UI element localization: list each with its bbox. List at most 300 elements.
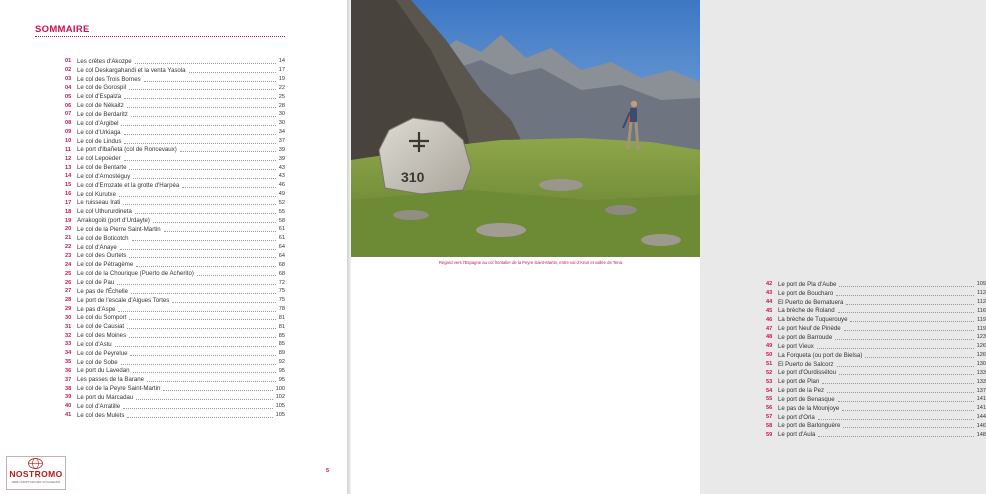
toc-entry-title: Le col du Somport [77, 314, 127, 322]
toc-entry-number: 25 [65, 270, 72, 277]
toc-entry-title: Le port du Marcadau [77, 393, 134, 401]
toc-entry-title: La brèche de Roland [778, 307, 835, 315]
toc-entry-title: Le col de la Peyre Saint-Martin [77, 385, 161, 393]
toc-entry-page: 37 [278, 138, 285, 145]
toc-entry [766, 430, 986, 439]
toc-dot-leader [818, 419, 974, 420]
toc-entry-number: 01 [65, 58, 72, 65]
toc-dot-leader [132, 240, 276, 241]
toc-entry-page: 95 [278, 376, 285, 383]
toc-entry-title: Le col de Sobe [77, 358, 118, 366]
toc-entry [65, 393, 285, 402]
toc-entry [65, 375, 285, 384]
toc-entry-title: Le port de la Pez [778, 387, 825, 395]
toc-entry-number: 48 [766, 334, 773, 341]
toc-dot-leader [189, 72, 276, 73]
toc-entry-title: Le col d'Argibel [77, 119, 119, 127]
toc-entry-page: 64 [278, 244, 285, 251]
toc-dot-leader [844, 330, 974, 331]
toc-dot-leader [127, 417, 272, 418]
toc-dot-leader [119, 196, 276, 197]
toc-entry-page: 95 [278, 367, 285, 374]
toc-entry [766, 280, 986, 289]
toc-entry-number: 17 [65, 199, 72, 206]
toc-entry-page: 25 [278, 93, 285, 100]
toc-entry-number: 56 [766, 405, 773, 412]
toc-entry-page: 144 [976, 414, 986, 421]
toc-entry-title: Le pas d'Aspe [77, 305, 116, 313]
toc-entry-page: 78 [278, 306, 285, 313]
toc-entry-page: 19 [278, 76, 285, 83]
toc-entry-number: 59 [766, 431, 773, 438]
toc-entry-page: 28 [278, 102, 285, 109]
toc-entry-title: Le port du Lavedan [77, 367, 130, 375]
toc-dot-leader [120, 249, 276, 250]
toc-entry [65, 287, 285, 296]
toc-entry [65, 137, 285, 146]
toc-entry-number: 16 [65, 191, 72, 198]
toc-entry-title: Le col Uthururdineta [77, 208, 132, 216]
toc-entry [65, 278, 285, 287]
toc-dot-leader [129, 337, 276, 338]
toc-entry-page: 102 [275, 394, 285, 401]
toc-entry-page: 43 [278, 173, 285, 180]
stone-marking: 310 [401, 169, 425, 185]
toc-dot-leader [822, 383, 973, 384]
toc-entry-title: Le col d'Errozate et la grotte d'Harpéa [77, 181, 180, 189]
toc-entry-title: La brèche de Tuquerouye [778, 316, 848, 324]
toc-entry-page: 123 [976, 334, 986, 341]
toc-entry-page: 55 [278, 208, 285, 215]
toc-entry-page: 49 [278, 191, 285, 198]
toc-entry-number: 39 [65, 394, 72, 401]
toc-entry-number: 52 [766, 369, 773, 376]
toc-dot-leader [846, 304, 974, 305]
toc-entry [65, 101, 285, 110]
toc-entry-page: 75 [278, 297, 285, 304]
toc-entry-page: 46 [278, 182, 285, 189]
toc-entry-number: 09 [65, 129, 72, 136]
toc-entry [766, 395, 986, 404]
toc-entry [65, 234, 285, 243]
toc-entry-number: 21 [65, 235, 72, 242]
toc-entry-page: 61 [278, 235, 285, 242]
watermark-tagline: WEB-COMPTOIR DES VOYAGEURS [11, 480, 61, 484]
toc-entry-number: 57 [766, 414, 773, 421]
mountain-pass-photo [351, 0, 700, 257]
toc-entry-number: 08 [65, 120, 72, 127]
toc-entry-number: 49 [766, 343, 773, 350]
toc-entry-title: Le col de Causiat [77, 323, 125, 331]
toc-entry [65, 269, 285, 278]
toc-entry-title: Le col de Lindus [77, 137, 122, 145]
toc-entry [766, 324, 986, 333]
toc-entry [766, 351, 986, 360]
toc-entry [65, 181, 285, 190]
toc-entry-title: Le col d'Espalza [77, 93, 122, 101]
toc-entry-page: 52 [278, 199, 285, 206]
toc-entry-number: 13 [65, 164, 72, 171]
toc-dot-leader [835, 339, 973, 340]
toc-entry-title: Le col de Boticotch [77, 234, 129, 242]
toc-entry [766, 404, 986, 413]
toc-entry-title: Le pas de la Mounjoye [778, 404, 840, 412]
toc-dot-leader [182, 187, 276, 188]
toc-entry-title: Le col des Ourtets [77, 252, 127, 260]
toc-entry-number: 54 [766, 387, 773, 394]
toc-entry-page: 146 [976, 422, 986, 429]
toc-list-right [766, 280, 986, 439]
toc-entry-page: 39 [278, 155, 285, 162]
toc-entry-page: 81 [278, 323, 285, 330]
toc-entry [65, 296, 285, 305]
toc-entry-page: 126 [976, 343, 986, 350]
toc-entry-number: 53 [766, 378, 773, 385]
toc-entry-number: 32 [65, 332, 72, 339]
toc-entry [766, 342, 986, 351]
toc-entry-page: 81 [278, 314, 285, 321]
toc-entry-title: Le col des Trois Bornes [77, 75, 141, 83]
toc-entry [65, 207, 285, 216]
toc-list-left [65, 57, 285, 420]
toc-entry-number: 06 [65, 102, 72, 109]
toc-dot-leader [838, 401, 974, 402]
toc-entry [766, 307, 986, 316]
nostromo-watermark-logo [6, 456, 66, 490]
toc-entry [65, 305, 285, 314]
toc-entry-number: 36 [65, 367, 72, 374]
toc-dot-leader [827, 392, 974, 393]
toc-entry-page: 119 [977, 316, 986, 323]
toc-entry-title: Arrakogoiti (port d'Urdayte) [77, 217, 150, 225]
toc-entry [65, 172, 285, 181]
toc-entry [65, 84, 285, 93]
toc-dot-leader [837, 366, 974, 367]
toc-entry-title: Le col de Gorospil [77, 84, 127, 92]
toc-entry-number: 33 [65, 341, 72, 348]
toc-dot-leader [839, 374, 974, 375]
toc-entry-number: 28 [65, 297, 72, 304]
toc-dot-leader [124, 98, 276, 99]
toc-entry-number: 29 [65, 306, 72, 313]
heading-divider [35, 36, 285, 37]
toc-entry-title: Le col de Pau [77, 279, 115, 287]
toc-entry-title: Le col de la Chourique (Puerto de Acherito) [77, 270, 194, 278]
toc-entry-number: 44 [766, 299, 773, 306]
toc-entry-page: 75 [278, 288, 285, 295]
toc-dot-leader [144, 81, 276, 82]
toc-entry [65, 75, 285, 84]
toc-entry-number: 31 [65, 323, 72, 330]
toc-entry-title: Le col de Nékaitz [77, 102, 124, 110]
toc-entry-title: El Puerto de Bernatuera [778, 298, 844, 306]
toc-entry-number: 24 [65, 261, 72, 268]
toc-dot-leader [839, 286, 973, 287]
toc-entry-title: Le col d'Arnostéguy [77, 172, 131, 180]
toc-entry-page: 85 [278, 332, 285, 339]
toc-entry-title: El Puerto de Salcorz [778, 360, 834, 368]
toc-entry-page: 100 [275, 385, 285, 392]
globe-icon [28, 458, 43, 469]
toc-entry-page: 105 [275, 403, 285, 410]
toc-entry [65, 216, 285, 225]
toc-entry [65, 331, 285, 340]
watermark-name: NOSTROMO [9, 469, 63, 479]
toc-entry [766, 298, 986, 307]
toc-entry-page: 92 [278, 359, 285, 366]
toc-dot-leader [131, 293, 276, 294]
toc-entry-title: Le port d'Ourdissétou [778, 369, 837, 377]
toc-dot-leader [850, 321, 974, 322]
toc-entry-number: 50 [766, 352, 773, 359]
toc-entry-number: 18 [65, 208, 72, 215]
toc-entry-title: Le col de Bentarte [77, 164, 127, 172]
toc-entry [65, 358, 285, 367]
toc-entry-page: 14 [278, 58, 285, 65]
toc-entry-page: 34 [278, 129, 285, 136]
toc-dot-leader [133, 372, 276, 373]
toc-entry-page: 17 [278, 67, 285, 74]
toc-entry-title: Le col d'Urkiaga [77, 128, 121, 136]
toc-dot-leader [135, 63, 276, 64]
toc-entry-page: 141 [976, 405, 986, 412]
toc-entry-number: 20 [65, 226, 72, 233]
toc-entry-title: Le port de l'escale d'Aigues Tortes [77, 296, 170, 304]
toc-entry-title: Le port Vieux [778, 342, 814, 350]
toc-entry-number: 12 [65, 155, 72, 162]
toc-entry-number: 23 [65, 252, 72, 259]
toc-entry-number: 58 [766, 422, 773, 429]
toc-entry-number: 40 [65, 403, 72, 410]
toc-entry-number: 51 [766, 361, 773, 368]
toc-entry [65, 340, 285, 349]
toc-entry-page: 30 [278, 111, 285, 118]
toc-entry-number: 34 [65, 350, 72, 357]
toc-entry [65, 384, 285, 393]
toc-entry [766, 333, 986, 342]
toc-dot-leader [133, 178, 275, 179]
toc-entry-page: 130 [976, 361, 986, 368]
toc-entry-page: 148 [976, 431, 986, 438]
toc-dot-leader [115, 346, 276, 347]
toc-entry-page: 39 [278, 146, 285, 153]
toc-dot-leader [164, 231, 276, 232]
toc-entry-title: Le port de Boucharo [778, 289, 834, 297]
page-heading: SOMMAIRE [35, 24, 90, 35]
toc-entry-page: 133 [976, 369, 986, 376]
toc-entry-title: Le port de Barlonguère [778, 422, 841, 430]
toc-entry-page: 85 [278, 341, 285, 348]
toc-dot-leader [842, 410, 973, 411]
toc-entry [65, 57, 285, 66]
toc-entry [65, 66, 285, 75]
toc-entry-title: Le col Lepoeder [77, 155, 121, 163]
toc-entry-page: 109 [976, 281, 986, 288]
toc-entry [65, 145, 285, 154]
toc-dot-leader [838, 312, 974, 313]
toc-entry [766, 315, 986, 324]
toc-entry-page: 137 [976, 387, 986, 394]
toc-dot-leader [135, 213, 276, 214]
toc-entry-title: La Forqueta (ou port de Bielsa) [778, 351, 863, 359]
toc-entry-number: 46 [766, 316, 773, 323]
toc-dot-leader [131, 116, 276, 117]
toc-entry-number: 14 [65, 173, 72, 180]
toc-entry-page: 105 [275, 412, 285, 419]
left-page [0, 0, 347, 494]
page-number: 5 [326, 468, 330, 474]
toc-entry [766, 386, 986, 395]
toc-dot-leader [127, 107, 276, 108]
toc-entry [65, 313, 285, 322]
toc-entry-page: 22 [278, 84, 285, 91]
toc-dot-leader [121, 364, 276, 365]
toc-entry-number: 27 [65, 288, 72, 295]
toc-entry-number: 02 [65, 67, 72, 74]
toc-entry-number: 42 [766, 281, 773, 288]
toc-entry-number: 19 [65, 217, 72, 224]
toc-entry-title: Le port Neuf de Pinède [778, 325, 841, 333]
toc-entry-title: Le col de Berdaritz [77, 110, 128, 118]
toc-entry [65, 128, 285, 137]
toc-entry-page: 119 [977, 325, 986, 332]
toc-entry-number: 47 [766, 325, 773, 332]
toc-entry-title: Les passes de la Barane [77, 376, 145, 384]
toc-dot-leader [836, 295, 974, 296]
toc-entry-page: 72 [278, 279, 285, 286]
toc-dot-leader [163, 390, 272, 391]
toc-entry-number: 07 [65, 111, 72, 118]
toc-entry-title: Le col des Moines [77, 332, 127, 340]
toc-entry-number: 15 [65, 182, 72, 189]
toc-entry [65, 119, 285, 128]
toc-dot-leader [130, 355, 275, 356]
toc-entry [65, 190, 285, 199]
toc-entry-page: 133 [976, 378, 986, 385]
toc-dot-leader [124, 143, 275, 144]
toc-entry-title: Le port d'Orla [778, 413, 815, 421]
toc-entry-page: 58 [278, 217, 285, 224]
toc-entry-page: 89 [278, 350, 285, 357]
toc-entry-title: Le col des Mulets [77, 411, 125, 419]
toc-dot-leader [127, 328, 276, 329]
toc-entry [766, 413, 986, 422]
toc-dot-leader [129, 257, 275, 258]
toc-dot-leader [136, 399, 272, 400]
toc-entry-number: 30 [65, 314, 72, 321]
toc-entry-page: 126 [976, 352, 986, 359]
toc-dot-leader [129, 319, 275, 320]
toc-entry [65, 199, 285, 208]
toc-dot-leader [136, 266, 276, 267]
toc-dot-leader [117, 284, 275, 285]
toc-entry [65, 260, 285, 269]
toc-entry-title: Le port de Barroude [778, 333, 833, 341]
toc-dot-leader [124, 160, 276, 161]
toc-entry-number: 37 [65, 376, 72, 383]
toc-entry [65, 402, 285, 411]
toc-entry [65, 367, 285, 376]
toc-entry [766, 377, 986, 386]
toc-entry-title: Le col Deskargahandi et la venta Yasola [77, 66, 186, 74]
toc-entry-title: Le pas de l'Échelle [77, 287, 128, 295]
toc-entry-title: Le ruisseau Irati [77, 199, 121, 207]
toc-entry-title: Le port de Pla d'Aube [778, 280, 837, 288]
toc-entry [65, 252, 285, 261]
toc-entry-page: 112 [977, 299, 986, 306]
toc-dot-leader [172, 302, 275, 303]
toc-entry-title: Le col Kurutxe [77, 190, 116, 198]
toc-entry-number: 43 [766, 290, 773, 297]
toc-entry-title: Le col de la Pierre Saint-Martin [77, 225, 161, 233]
toc-dot-leader [124, 134, 276, 135]
toc-entry-title: Le port d'Aula [778, 431, 816, 439]
toc-entry-title: Le col de Pétragème [77, 261, 134, 269]
toc-entry-page: 116 [977, 307, 986, 314]
toc-entry-number: 10 [65, 138, 72, 145]
toc-dot-leader [123, 204, 275, 205]
toc-dot-leader [118, 311, 275, 312]
toc-dot-leader [121, 125, 275, 126]
toc-entry [65, 349, 285, 358]
toc-entry-page: 43 [278, 164, 285, 171]
toc-entry [65, 322, 285, 331]
toc-entry-page: 68 [278, 261, 285, 268]
toc-entry [65, 225, 285, 234]
toc-entry-number: 41 [65, 412, 72, 419]
toc-entry-page: 68 [278, 270, 285, 277]
toc-entry-number: 04 [65, 84, 72, 91]
toc-dot-leader [865, 357, 973, 358]
toc-dot-leader [147, 381, 276, 382]
toc-entry-number: 03 [65, 76, 72, 83]
toc-entry-title: Le port d'Ibañeta (col de Roncevaux) [77, 146, 177, 154]
toc-entry-page: 112 [977, 290, 986, 297]
toc-entry [65, 154, 285, 163]
toc-entry-title: Le col d'Astu [77, 340, 112, 348]
toc-entry [65, 411, 285, 420]
toc-entry [766, 289, 986, 298]
toc-entry-title: Les crêtes d'Akozpe [77, 57, 132, 65]
toc-entry-title: Le col d'Anaye [77, 243, 117, 251]
toc-entry-number: 26 [65, 279, 72, 286]
toc-dot-leader [197, 275, 276, 276]
toc-dot-leader [843, 427, 973, 428]
toc-entry [65, 110, 285, 119]
toc-dot-leader [180, 151, 276, 152]
toc-entry-number: 45 [766, 307, 773, 314]
toc-dot-leader [123, 408, 272, 409]
toc-entry-number: 05 [65, 93, 72, 100]
toc-entry [65, 243, 285, 252]
toc-entry-title: Le port de Benasque [778, 395, 835, 403]
toc-entry-number: 55 [766, 396, 773, 403]
toc-dot-leader [817, 348, 974, 349]
toc-entry-page: 141 [976, 396, 986, 403]
toc-entry [766, 368, 986, 377]
toc-entry-page: 64 [278, 252, 285, 259]
toc-entry-page: 61 [278, 226, 285, 233]
toc-entry-title: Le col de Peyrelue [77, 349, 128, 357]
toc-entry-title: Le col d'Arratille [77, 402, 121, 410]
photo-caption: Regard vers l'Espagne au col frontalier de la Peyre Saint-Martin, entre val d'Azun et vallée de Tena. [438, 260, 624, 265]
toc-entry-number: 38 [65, 385, 72, 392]
toc-dot-leader [153, 222, 276, 223]
toc-entry [65, 163, 285, 172]
toc-dot-leader [129, 169, 275, 170]
toc-entry-title: Le port de Plan [778, 378, 820, 386]
toc-dot-leader [129, 89, 276, 90]
